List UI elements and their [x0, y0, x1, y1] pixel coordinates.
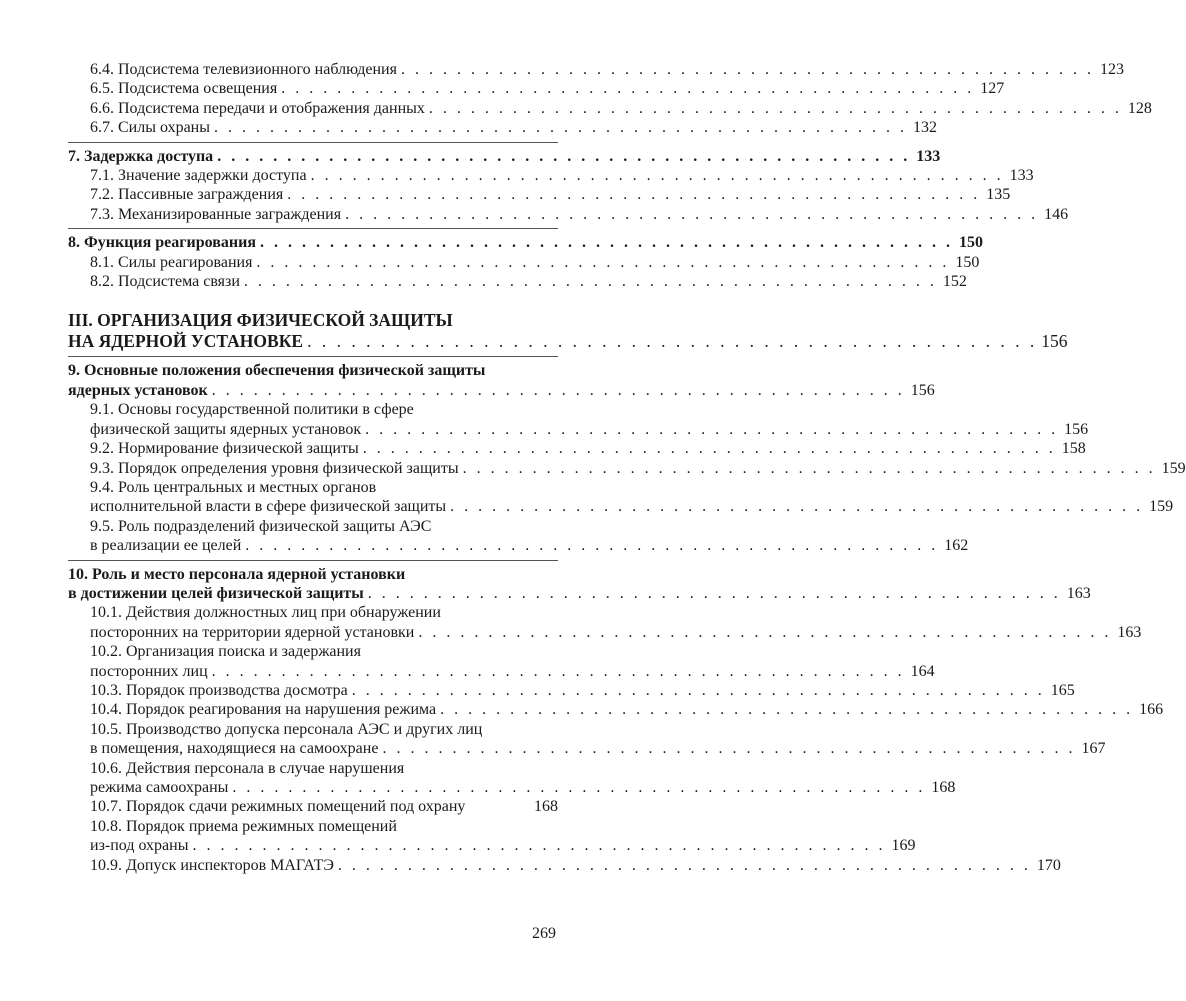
- toc-entry-7-3[interactable]: 7.3. Механизированные заграждения . . . . . . . . . . . . . . . . . . . . . . . . . . . . . . . . . . . . . . . . . . . . . . . . . . 146: [90, 205, 1069, 223]
- toc-entry-6-4[interactable]: 6.4. Подсистема телевизионного наблюдения . . . . . . . . . . . . . . . . . . . . . . . . . . . . . . . . . . . . . . . . . . . . . . . . . . 123: [90, 61, 1124, 78]
- toc-entry-10-1[interactable]: 10.1. Действия должностных лиц при обнаружении посторонних на территории ядерной установки . . . . . . . . . . . . . . . . . . . . . . . . . . . . . . . . . . . . . . . . . . . . . . . . . . 163: [90, 604, 1142, 641]
- toc-entry-9-3[interactable]: 9.3. Порядок определения уровня физической защиты . . . . . . . . . . . . . . . . . . . . . . . . . . . . . . . . . . . . . . . . . . . . . . . . . . 159: [90, 459, 1186, 477]
- toc-section-9[interactable]: 9. Основные положения обеспечения физической защиты ядерных установок . . . . . . . . . . . . . . . . . . . . . . . . . . . . . . . . . . . . . . . . . . . . . . . . . . 156: [68, 362, 935, 399]
- toc-entry-6-6[interactable]: 6.6. Подсистема передачи и отображения данных . . . . . . . . . . . . . . . . . . . . . . . . . . . . . . . . . . . . . . . . . . . . . . . . . . 128: [90, 99, 1152, 117]
- toc-entry-9-5[interactable]: 9.5. Роль подразделений физической защиты АЭС в реализации ее целей . . . . . . . . . . . . . . . . . . . . . . . . . . . . . . . . . . . . . . . . . . . . . . . . . . 162: [90, 517, 969, 555]
- toc-entry-10-7[interactable]: 10.7. Порядок сдачи режимных помещений под охрану 168: [90, 798, 558, 816]
- toc-part-3[interactable]: III. ОРГАНИЗАЦИЯ ФИЗИЧЕСКОЙ ЗАЩИТЫ НА ЯДЕРНОЙ УСТАНОВКЕ . . . . . . . . . . . . . . . . . . . . . . . . . . . . . . . . . . . . . . . . . . . . . . . . . . 156: [68, 310, 1068, 352]
- toc-entry-7-2[interactable]: 7.2. Пассивные заграждения . . . . . . . . . . . . . . . . . . . . . . . . . . . . . . . . . . . . . . . . . . . . . . . . . . 135: [90, 186, 1011, 204]
- section-divider: [68, 560, 558, 561]
- toc-section-8[interactable]: 8. Функция реагирования . . . . . . . . . . . . . . . . . . . . . . . . . . . . . . . . . . . . . . . . . . . . . . . . . . 150: [68, 234, 983, 252]
- toc-entry-10-5[interactable]: 10.5. Производство допуска персонала АЭС и других лиц в помещения, находящиеся на самоохране . . . . . . . . . . . . . . . . . . . . . . . . . . . . . . . . . . . . . . . . . . . . . . . . . . 167: [90, 720, 1106, 758]
- toc-entry-9-2[interactable]: 9.2. Нормирование физической защиты . . . . . . . . . . . . . . . . . . . . . . . . . . . . . . . . . . . . . . . . . . . . . . . . . . 158: [90, 440, 1086, 458]
- toc-entry-10-8[interactable]: 10.8. Порядок приема режимных помещений из-под охраны . . . . . . . . . . . . . . . . . . . . . . . . . . . . . . . . . . . . . . . . . . . . . . . . . . 169: [90, 817, 916, 855]
- toc-entry-6-7[interactable]: 6.7. Силы охраны . . . . . . . . . . . . . . . . . . . . . . . . . . . . . . . . . . . . . . . . . . . . . . . . . . 132: [90, 119, 937, 137]
- toc-entry-10-9[interactable]: 10.9. Допуск инспекторов МАГАТЭ . . . . . . . . . . . . . . . . . . . . . . . . . . . . . . . . . . . . . . . . . . . . . . . . . . 170: [90, 856, 1061, 874]
- toc-entry-10-6[interactable]: 10.6. Действия персонала в случае нарушения режима самоохраны . . . . . . . . . . . . . . . . . . . . . . . . . . . . . . . . . . . . . . . . . . . . . . . . . . 168: [90, 759, 956, 796]
- toc-section-10[interactable]: 10. Роль и место персонала ядерной установки в достижении целей физической защиты . . . . . . . . . . . . . . . . . . . . . . . . . . . . . . . . . . . . . . . . . . . . . . . . . . 163: [68, 565, 1091, 602]
- toc-entry-10-3[interactable]: 10.3. Порядок производства досмотра . . . . . . . . . . . . . . . . . . . . . . . . . . . . . . . . . . . . . . . . . . . . . . . . . . 165: [90, 681, 1075, 699]
- toc-entry-8-1[interactable]: 8.1. Силы реагирования . . . . . . . . . . . . . . . . . . . . . . . . . . . . . . . . . . . . . . . . . . . . . . . . . . 150: [90, 253, 980, 271]
- toc-entry-10-4[interactable]: 10.4. Порядок реагирования на нарушения режима . . . . . . . . . . . . . . . . . . . . . . . . . . . . . . . . . . . . . . . . . . . . . . . . . . 166: [90, 701, 1164, 719]
- page-number: 269: [532, 925, 556, 942]
- toc-entry-9-1[interactable]: 9.1. Основы государственной политики в сфере физической защиты ядерных установок . . . . . . . . . . . . . . . . . . . . . . . . . . . . . . . . . . . . . . . . . . . . . . . . . . 156: [90, 401, 1089, 438]
- toc-entry-6-5[interactable]: 6.5. Подсистема освещения . . . . . . . . . . . . . . . . . . . . . . . . . . . . . . . . . . . . . . . . . . . . . . . . . . 127: [90, 80, 1005, 98]
- toc-section-7[interactable]: 7. Задержка доступа . . . . . . . . . . . . . . . . . . . . . . . . . . . . . . . . . . . . . . . . . . . . . . . . . . 133: [68, 147, 941, 165]
- section-divider: [68, 142, 558, 143]
- toc-entry-10-2[interactable]: 10.2. Организация поиска и задержания посторонних лиц . . . . . . . . . . . . . . . . . . . . . . . . . . . . . . . . . . . . . . . . . . . . . . . . . . 164: [90, 643, 935, 680]
- toc-entry-8-2[interactable]: 8.2. Подсистема связи . . . . . . . . . . . . . . . . . . . . . . . . . . . . . . . . . . . . . . . . . . . . . . . . . . 152: [90, 273, 967, 291]
- section-divider: [68, 356, 558, 357]
- toc-entry-9-4[interactable]: 9.4. Роль центральных и местных органов исполнительной власти в сфере физической защиты . . . . . . . . . . . . . . . . . . . . . . . . . . . . . . . . . . . . . . . . . . . . . . . . . . 159: [90, 478, 1174, 516]
- section-divider: [68, 228, 558, 229]
- toc-entry-7-1[interactable]: 7.1. Значение задержки доступа . . . . . . . . . . . . . . . . . . . . . . . . . . . . . . . . . . . . . . . . . . . . . . . . . . 133: [90, 167, 1034, 185]
- table-of-contents: [68, 60, 1186, 875]
